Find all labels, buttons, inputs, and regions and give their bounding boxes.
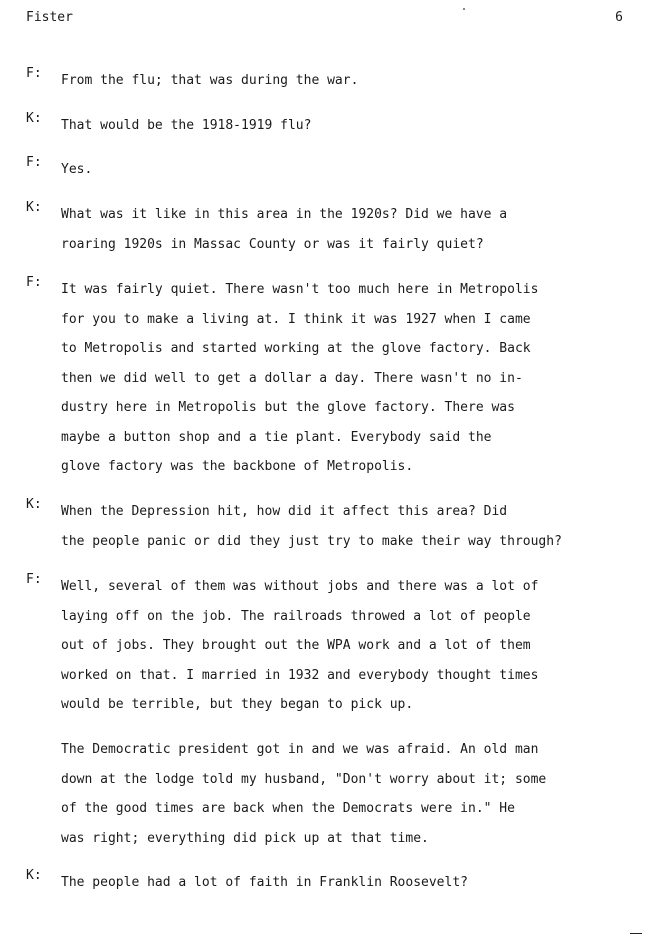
text-line: The Democratic president got in and we was afraid. An old man [61,742,539,757]
text-line: out of jobs. They brought out the WPA work and a lot of them [61,638,531,653]
text-line: of the good times are back when the Democrats were in." He [61,801,515,816]
text-line: What was it like in this area in the 1920s? Did we have a [61,207,508,222]
text-line: maybe a button shop and a tie plant. Everybody said the [61,429,492,445]
transcript-entry [26,497,631,556]
text-line: The people had a lot of faith in Franklin Roosevelt? [61,875,468,890]
text-line: dustry here in Metropolis but the glove factory. There was [61,400,515,415]
text-line: When the Depression hit, how did it affect this area? Did [61,504,508,519]
transcript-entry [26,572,631,720]
transcript-entry [26,111,631,141]
speaker-label: K: [26,497,42,512]
text-line: That would be the 1918-1919 flu? [61,118,312,133]
transcript-entry [26,275,631,482]
speaker-label: F: [26,66,42,81]
transcript-entry [26,200,631,259]
speaker-label: K: [26,200,42,215]
text-line: then we did well to get a dollar a day. There wasn't no in- [61,370,523,386]
scan-speck [463,8,465,10]
transcript-entry [26,868,631,898]
page-number: 6 [615,10,623,25]
text-line: for you to make a living at. I think it was 1927 when I came [61,311,531,327]
speaker-label: F: [26,275,42,290]
text-line: down at the lodge told my husband, "Don't worry about it; some [61,771,547,787]
header-name: Fister [26,10,73,25]
page-edge-mark [630,933,642,934]
text-line: was right; everything did pick up at that time. [61,830,429,846]
text-line: worked on that. I married in 1932 and everybody thought times [61,667,539,683]
speaker-label: F: [26,572,42,587]
speaker-label: K: [26,111,42,126]
text-line: roaring 1920s in Massac County or was it fairly quiet? [61,236,484,252]
text-line: laying off on the job. The railroads throwed a lot of people [61,608,531,624]
text-line: It was fairly quiet. There wasn't too much here in Metropolis [61,282,539,297]
text-line: the people panic or did they just try to make their way through? [61,533,562,549]
text-line: would be terrible, but they began to pick up. [61,697,414,712]
text-line: From the flu; that was during the war. [61,73,359,88]
text-line: glove factory was the backbone of Metropolis. [61,459,414,474]
transcript-entry [26,735,631,853]
text-line: Yes. [61,162,93,177]
speaker-label: F: [26,155,42,170]
transcript-entry [26,155,631,185]
speaker-label: K: [26,868,42,883]
text-line: Well, several of them was without jobs and there was a lot of [61,579,539,594]
transcript-entry [26,66,631,96]
text-line: to Metropolis and started working at the glove factory. Back [61,341,531,356]
